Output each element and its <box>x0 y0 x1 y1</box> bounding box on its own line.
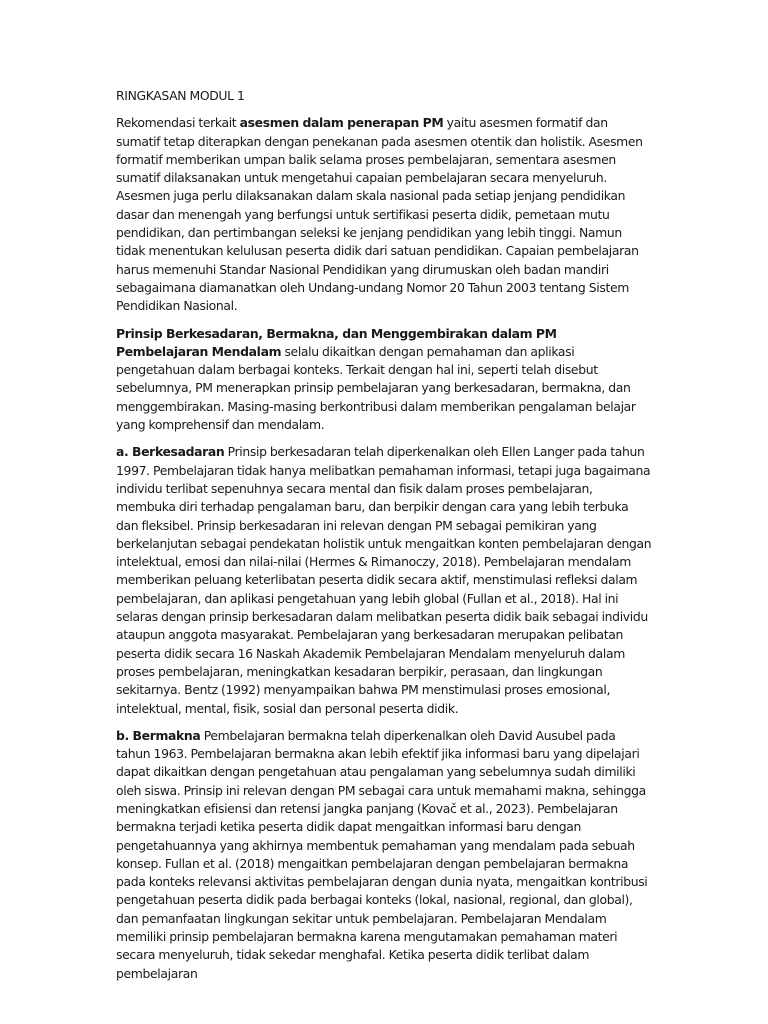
paragraph-bold-term: b. Bermakna <box>116 727 201 743</box>
paragraph-asesmen <box>116 114 652 315</box>
paragraph-bold-term: Prinsip Berkesadaran, Bermakna, dan Menggembirakan dalam PM Pembelajaran Mendalam <box>116 325 557 359</box>
paragraph-lead: Rekomendasi terkait <box>116 115 240 131</box>
paragraph-prinsip <box>116 325 652 435</box>
paragraph-berkesadaran <box>116 443 652 717</box>
document-title: RINGKASAN MODUL 1 <box>116 88 245 103</box>
paragraph-text: selalu dikaitkan dengan pemahaman dan aplikasi pengetahuan dalam berbagai konteks. Terkait dengan hal ini, seperti telah disebut sebelumnya, PM menerapkan prinsip pembelajaran yang berkesadaran, bermakna, dan menggembirakan. Masing-masing berkontribusi dalam memberikan pengalaman belajar yang komprehensif dan mendalam. <box>116 343 636 433</box>
paragraph-text: Pembelajaran bermakna telah diperkenalkan oleh David Ausubel pada tahun 1963. Pembelajaran bermakna akan lebih efektif jika informasi baru yang dipelajari dapat dikaitkan dengan pengetahuan atau pengalaman yang sebelumnya sudah dimiliki oleh siswa. Prinsip ini relevan dengan PM sebagai cara untuk memahami makna, sehingga meningkatkan efisiensi dan retensi jangka panjang (Kovač et al., 2023). Pembelajaran bermakna terjadi ketika peserta didik dapat mengaitkan informasi baru dengan pengetahuannya yang akhirnya membentuk pemahaman yang mendalam pada sebuah konsep. Fullan et al. (2018) mengaitkan pembelajaran dengan pembelajaran bermakna pada konteks relevansi aktivitas pembelajaran dengan dunia nyata, mengaitkan kontribusi pengetahuan peserta didik pada berbagai konteks (lokal, nasional, regional, dan global), dan pemanfaatan lingkungan sekitar untuk pembelajaran. Pembelajaran Mendalam memiliki prinsip pembelajaran bermakna karena mengutamakan pemahaman materi secara menyeluruh, tidak sekedar menghafal. Ketika peserta didik terlibat dalam pembelajaran <box>116 727 648 981</box>
paragraph-bermakna <box>116 727 652 983</box>
paragraph-text: Prinsip berkesadaran telah diperkenalkan oleh Ellen Langer pada tahun 1997. Pembelajaran tidak hanya melibatkan pemahaman informasi, tetapi juga bagaimana individu terlibat sepenuhnya secara mental dan fisik dalam proses pembelajaran, membuka diri terhadap pengalaman baru, dan berpikir dengan cara yang lebih terbuka dan fleksibel. Prinsip berkesadaran ini relevan dengan PM sebagai pemikiran yang berkelanjutan sebagai pendekatan holistik untuk mengaitkan konten pembelajaran dengan intelektual, emosi dan nilai-nilai (Hermes & Rimanoczy, 2018). Pembelajaran mendalam memberikan peluang keterlibatan peserta didik secara aktif, menstimulasi refleksi dalam pembelajaran, dan aplikasi pengetahuan yang lebih global (Fullan et al., 2018). Hal ini selaras dengan prinsip berkesadaran dalam melibatkan peserta didik baik sebagai individu ataupun anggota masyarakat. Pembelajaran yang berkesadaran merupakan pelibatan peserta didik secara 16 Naskah Akademik Pembelajaran Mendalam menyeluruh dalam proses pembelajaran, meningkatkan kesadaran berpikir, perasaan, dan lingkungan sekitarnya. Bentz (1992) menyampaikan bahwa PM menstimulasi proses emosional, intelektual, mental, fisik, sosial dan personal peserta didik. <box>116 444 652 716</box>
document-page <box>116 87 652 992</box>
paragraph-bold-term: asesmen dalam penerapan PM <box>239 115 444 131</box>
paragraph-text: yaitu asesmen formatif dan sumatif tetap diterapkan dengan penekanan pada asesmen otentik dan holistik. Asesmen formatif memberikan umpan balik selama proses pembelajaran, sementara asesmen sumatif dilaksanakan untuk mengetahui capaian pembelajaran secara menyeluruh. Asesmen juga perlu dilaksanakan dalam skala nasional pada setiap jenjang pendidikan dasar dan menengah yang berfungsi untuk sertifikasi peserta didik, pemetaan mutu pendidikan, dan pertimbangan seleksi ke jenjang pendidikan yang lebih tinggi. Namun tidak menentukan kelulusan peserta didik dari satuan pendidikan. Capaian pembelajaran harus memenuhi Standar Nasional Pendidikan yang dirumuskan oleh badan mandiri sebagaimana diamanatkan oleh Undang-undang Nomor 20 Tahun 2003 tentang Sistem Pendidikan Nasional. <box>116 115 643 314</box>
paragraph-bold-term: a. Berkesadaran <box>116 444 225 460</box>
